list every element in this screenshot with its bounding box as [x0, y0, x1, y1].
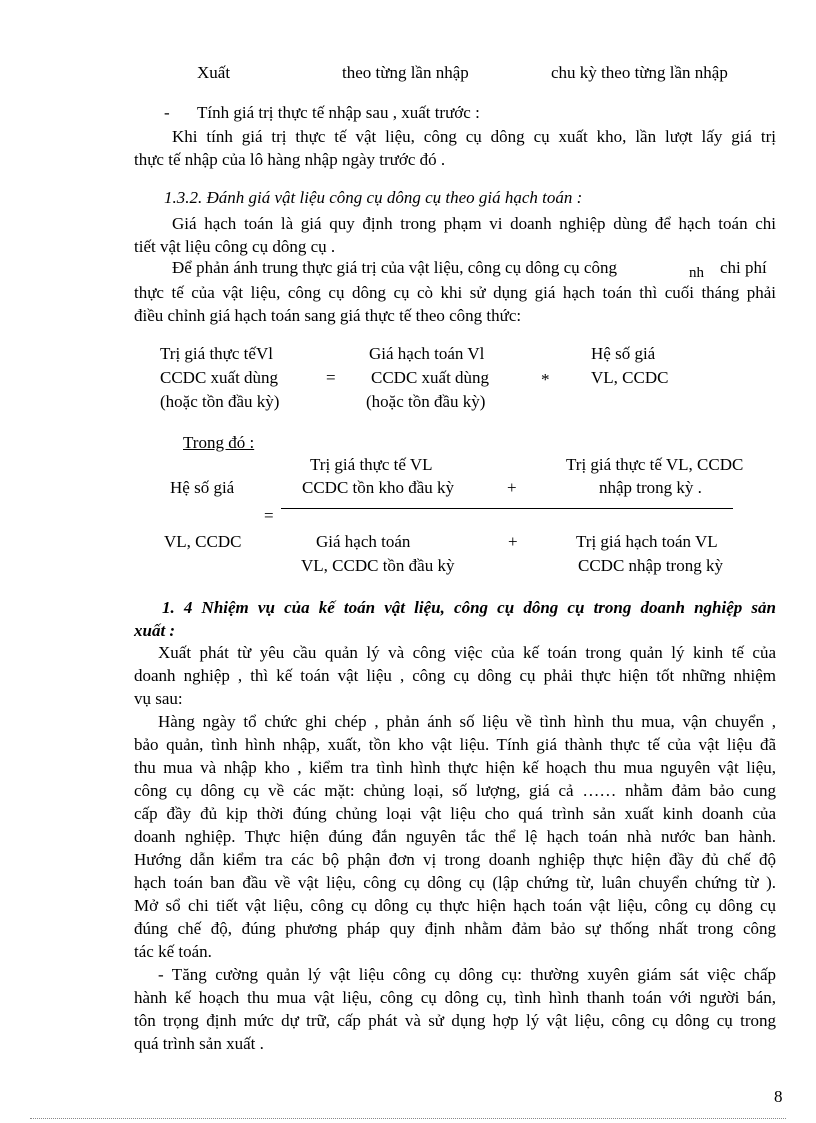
para-lifo [134, 125, 776, 171]
fraction-bar [281, 508, 733, 509]
formula2-den-right: Trị giá hạch toán VL [576, 532, 718, 551]
footer-divider [30, 1118, 786, 1119]
formula2-lhs-top: Hệ số giá [170, 478, 235, 497]
text-line: Mở sổ chi tiết vật liệu, công cụ dông cụ thực hiện hạch toán vật liệu, công cụ dông cụ [134, 896, 776, 915]
para-132-b-subscript: nh [689, 265, 704, 281]
formula2-den-plus: + [508, 532, 518, 551]
bullet-dash: - [164, 103, 170, 122]
para-132-b [134, 281, 776, 327]
text-line: Xuất phát từ yêu cầu quản lý và công việc của kế toán trong quản lý kinh tế của [158, 643, 776, 662]
formula1-left-line: CCDC xuất dùng [160, 368, 279, 387]
formula2-num-left: Trị giá thực tế VL [310, 455, 433, 474]
formula1-middle-line: Giá hạch toán Vl [369, 344, 485, 363]
formula2-num-right: nhập trong kỳ . [599, 478, 702, 497]
top-row-col2: theo từng lần nhập [342, 63, 469, 82]
text-line: công cụ dông cụ về các mặt: chủng loại, số lượng, giá cả …… nhằm đảm bảo cung [134, 781, 776, 800]
text-line: hành kế hoạch thu mua vật liệu, công cụ dông cụ, tình hình thanh toán với người bán, [134, 988, 776, 1007]
section-14-heading [134, 596, 776, 642]
text-line: vụ sau: [134, 689, 183, 708]
formula1-right-line: Hệ số giá [591, 344, 656, 363]
formula2-den-right: CCDC nhập trong kỳ [578, 556, 723, 575]
text-line: tác kế toán. [134, 942, 212, 961]
formula2-num-left: CCDC tồn kho đầu kỳ [302, 478, 455, 497]
formula1-right-line: VL, CCDC [591, 368, 669, 387]
text-line: cấp đầy đủ kịp thời đúng chủng loại vật liệu cho quá trình sản xuất kinh doanh của [134, 804, 776, 823]
text-line: Giá hạch toán là giá quy định trong phạm vi doanh nghiệp dùng để hạch toán chi [172, 214, 776, 233]
text-line: bảo quản, tình hình nhập, xuất, tồn kho vật liệu. Tính giá thành thực tế của vật liệu đã [134, 735, 776, 754]
text-line: thu mua và nhập kho , kiểm tra tình hình thực hiện kế hoạch thu mua nguyên vật liệu, [134, 758, 776, 777]
formula1-left-line: Trị giá thực tếVl [160, 344, 273, 363]
formula2-equals: = [264, 506, 274, 525]
heading-line: 1. 4 Nhiệm vụ của kế toán vật liệu, công cụ dông cụ trong doanh nghiệp sản [162, 598, 776, 617]
page-number: 8 [774, 1087, 783, 1106]
formula1-equals: = [326, 368, 336, 387]
formula1-middle-line: CCDC xuất dùng [371, 368, 490, 387]
text-line: thực tế nhập của lô hàng nhập ngày trước đó . [134, 150, 446, 169]
top-row-col3: chu kỳ theo từng lần nhập [551, 63, 728, 82]
formula2-num-right: Trị giá thực tế VL, CCDC [566, 455, 744, 474]
formula1-times: * [541, 370, 550, 389]
text-line: điều chỉnh giá hạch toán sang giá thực tế theo công thức: [134, 306, 522, 325]
para-132-b-tail: chi phí [720, 258, 767, 277]
text-line: quá trình sản xuất . [134, 1034, 264, 1053]
text-line: hạch toán ban đầu về vật liệu, công cụ dông cụ (lập chứng từ, luân chuyển chứng từ ). [134, 873, 776, 892]
para-14-b [134, 710, 776, 963]
heading-line: xuất : [134, 621, 176, 640]
formula2-lhs-bottom: VL, CCDC [164, 532, 242, 551]
para-132-b-line1: Để phản ánh trung thực giá trị của vật liệu, công cụ dông cụ công [172, 258, 617, 277]
formula1-middle-line: (hoặc tồn đầu kỳ) [366, 392, 486, 411]
text-line: doanh nghiệp. Thực hiện đúng đắn nguyên tắc thể lệ hạch toán nhà nước ban hành. [134, 827, 776, 846]
text-line: Khi tính giá trị thực tế vật liệu, công cụ dông cụ xuất kho, lần lượt lấy giá trị [172, 127, 776, 146]
text-line: đúng chế độ, đúng phương pháp quy định nhằm đảm bảo sự thống nhất trong công [134, 919, 776, 938]
text-line: tôn trọng định mức dự trữ, cấp phát và sử dụng hợp lý vật liệu, công cụ dông cụ trong [134, 1011, 776, 1030]
bullet-lifo-text: Tính giá trị thực tế nhập sau , xuất trước : [197, 103, 480, 122]
formula1-left-line: (hoặc tồn đầu kỳ) [160, 392, 280, 411]
formula2-num-plus: + [507, 478, 517, 497]
formula2-den-left: VL, CCDC tồn đầu kỳ [301, 556, 455, 575]
text-line: tiết vật liệu công cụ dông cụ . [134, 237, 336, 256]
formula2-label: Trong đó : [183, 433, 255, 452]
text-line: Hướng dẫn kiểm tra các bộ phận đơn vị trong doanh nghiệp thực hiện đầy đủ chế độ [134, 850, 776, 869]
para-14-c [134, 963, 776, 1055]
formula2-den-left: Giá hạch toán [316, 532, 411, 551]
section-132-heading: 1.3.2. Đánh giá vật liệu công cụ dông cụ theo giá hạch toán : [164, 188, 583, 207]
text-line: Hàng ngày tổ chức ghi chép , phản ánh số liệu về tình hình thu mua, vận chuyển , [158, 712, 776, 731]
text-line: doanh nghiệp , thì kế toán vật liệu , công cụ dông cụ phải thực hiện tốt những nhiệm [134, 666, 776, 685]
text-line: - Tăng cường quản lý vật liệu công cụ dông cụ: thường xuyên giám sát việc chấp [158, 965, 776, 984]
para-14-a [134, 641, 776, 710]
para-132-a [134, 212, 776, 258]
text-line: thực tế của vật liệu, công cụ dông cụ cò khi sử dụng giá hạch toán thì cuối tháng phải [134, 283, 776, 302]
top-row-col1: Xuất [197, 63, 231, 82]
